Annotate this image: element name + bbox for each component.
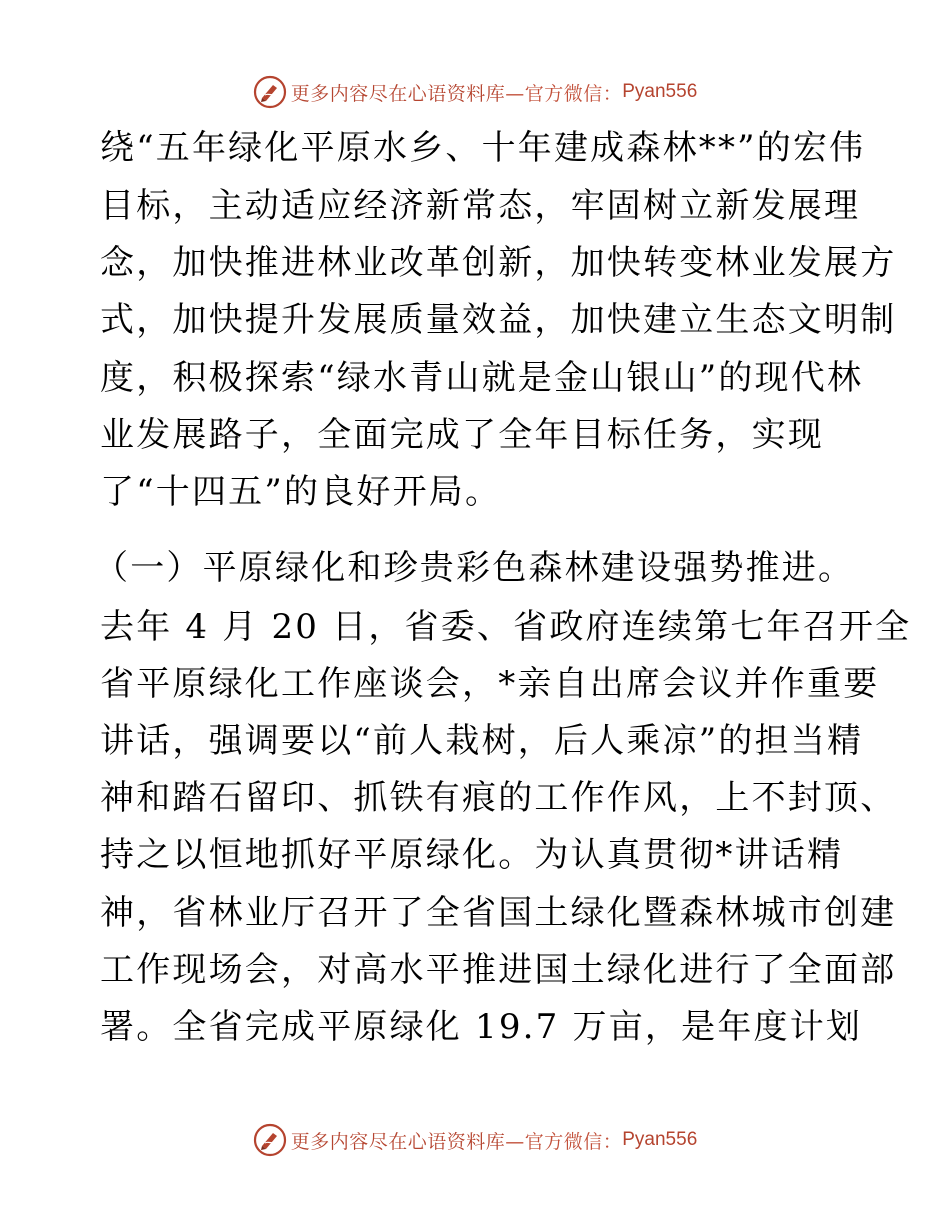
paragraph-line: 目标，主动适应经济新常态，牢固树立新发展理: [100, 186, 861, 226]
paragraph-line: 神，省林业厅召开了全省国土绿化暨森林城市创建: [100, 893, 897, 933]
paragraph-line: 绕“五年绿化平原水乡、十年建成森林**”的宏伟: [100, 128, 866, 168]
paragraph-line: 省平原绿化工作座谈会，*亲自出席会议并作重要: [100, 664, 880, 704]
watermark-wechat-id: Pyan556: [622, 1129, 698, 1150]
paragraph-line: 式，加快提升发展质量效益，加快建立生态文明制: [100, 300, 897, 340]
watermark-sub-text: —官方微信：: [505, 1130, 623, 1153]
paragraph-line: 了“十四五”的良好开局。: [100, 472, 502, 512]
writing-hand-logo-icon: [253, 1123, 287, 1157]
paragraph-line: 工作现场会，对高水平推进国土绿化进行了全面部: [100, 950, 897, 990]
paragraph-line: 神和踏石留印、抓铁有痕的工作作风，上不封顶、: [100, 778, 897, 818]
writing-hand-logo-icon: [253, 75, 287, 109]
paragraph-line: 业发展路子，全面完成了全年目标任务，实现: [100, 415, 824, 455]
watermark-top: [0, 72, 950, 112]
watermark-main-text: 更多内容尽在心语资料库: [290, 1130, 506, 1153]
paragraph-line: 度，积极探索“绿水青山就是金山银山”的现代林: [100, 358, 864, 398]
paragraph-line: 署。全省完成平原绿化 19.7 万亩，是年度计划: [100, 1007, 863, 1047]
watermark-sub-text: —官方微信：: [505, 82, 623, 105]
section-heading: （一）平原绿化和珍贵彩色森林建设强势推进。: [94, 548, 855, 588]
paragraph-line: 持之以恒地抓好平原绿化。为认真贯彻*讲话精: [100, 835, 844, 875]
watermark-main-text: 更多内容尽在心语资料库: [290, 82, 506, 105]
watermark-wechat-id: Pyan556: [622, 81, 698, 102]
watermark-bottom: [0, 1120, 950, 1160]
paragraph-line: 去年 4 月 20 日，省委、省政府连续第七年召开全: [100, 607, 912, 647]
paragraph-line: 讲话，强调要以“前人栽树，后人乘凉”的担当精: [100, 721, 864, 761]
paragraph-line: 念，加快推进林业改革创新，加快转变林业发展方: [100, 243, 897, 283]
